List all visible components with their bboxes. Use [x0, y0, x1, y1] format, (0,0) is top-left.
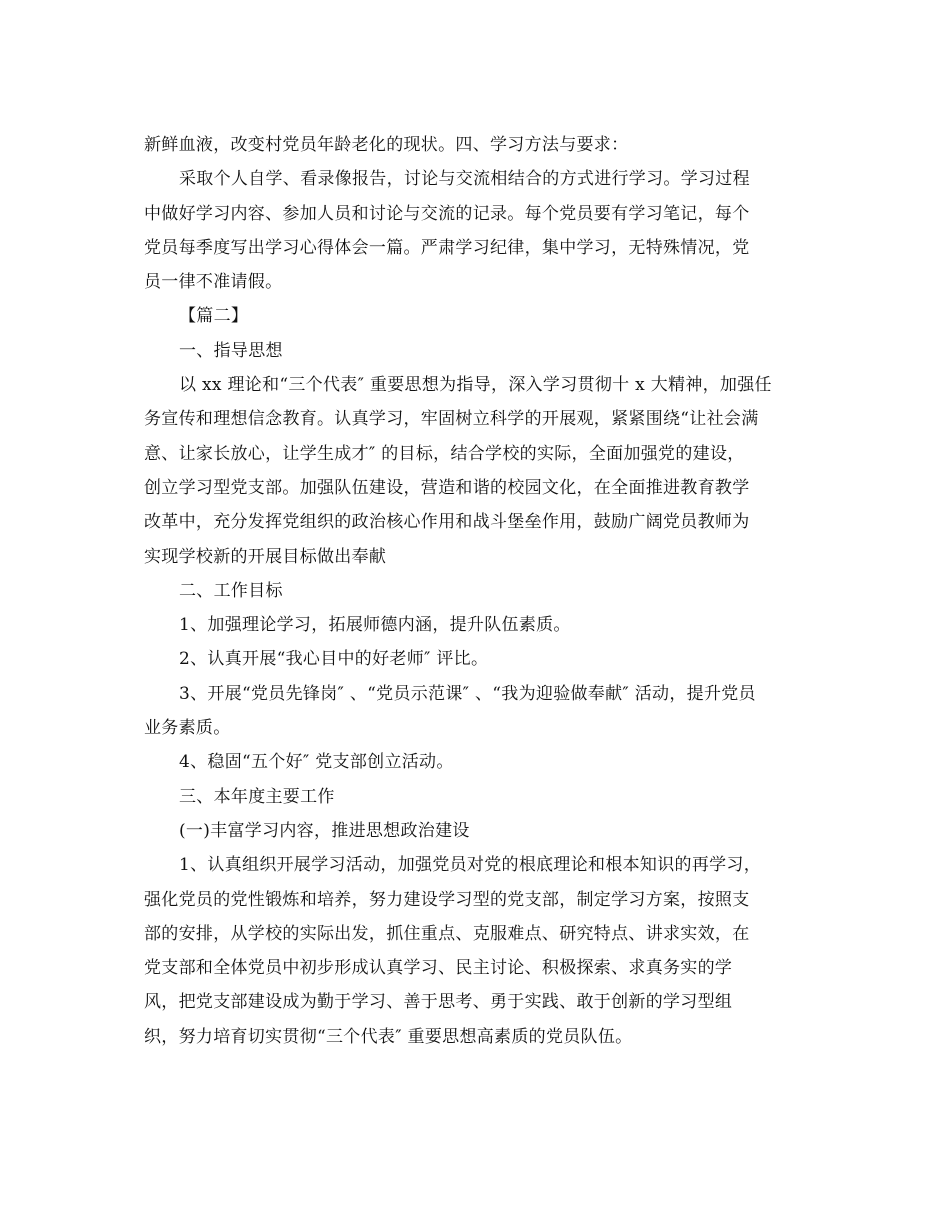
text-line: (一)丰富学习内容，推进思想政治建设 [179, 820, 470, 841]
text-line: 党员每季度写出学习心得体会一篇。严肃学习纪律，集中学习，无特殊情况，党 [144, 237, 750, 258]
text-line: 4、稳固“五个好″ 党支部创立活动。 [179, 752, 454, 773]
text-line: 三、本年度主要工作 [179, 786, 335, 807]
text-line: 3、开展“党员先锋岗″ 、“党员示范课″ 、“我为迎验做奉献″ 活动，提升党员 [179, 683, 756, 704]
text-line: 织，努力培育切实贯彻“三个代表″ 重要思想高素质的党员队伍。 [144, 1026, 633, 1047]
text-line: 实现学校新的开展目标做出奉献 [144, 546, 387, 567]
text-line: 1、加强理论学习，拓展师德内涵，提升队伍素质。 [179, 615, 571, 636]
text-line: 业务素质。 [144, 718, 231, 739]
text-line: 新鲜血液，改变村党员年龄老化的现状。四、学习方法与要求： [144, 135, 629, 155]
document-body [144, 128, 814, 1054]
text-line: 【篇二】 [179, 306, 249, 327]
text-line: 强化党员的党性锻炼和培养，努力建设学习型的党支部，制定学习方案，按照支 [144, 889, 750, 910]
text-line: 员一律不准请假。 [144, 272, 283, 293]
text-line: 党支部和全体党员中初步形成认真学习、民主讨论、积极探索、求真务实的学 [144, 958, 733, 979]
text-line: 改革中，充分发挥党组织的政治核心作用和战斗堡垒作用，鼓励广阔党员教师为 [144, 512, 750, 533]
text-line: 2、认真开展“我心目中的好老师″ 评比。 [179, 649, 489, 670]
text-line: 1、认真组织开展学习活动，加强党员对党的根底理论和根本知识的再学习， [179, 855, 762, 876]
text-line: 二、工作目标 [179, 580, 283, 601]
text-line: 风，把党支部建设成为勤于学习、善于思考、勇于实践、敢于创新的学习型组 [144, 992, 733, 1013]
text-line: 中做好学习内容、参加人员和讨论与交流的记录。每个党员要有学习笔记，每个 [144, 203, 750, 224]
text-line: 务宣传和理想信念教育。认真学习，牢固树立科学的开展观，紧紧围绕“让社会满 [144, 409, 759, 430]
text-line: 一、指导思想 [179, 340, 283, 361]
text-line: 部的安排，从学校的实际出发，抓住重点、克服难点、研究特点、讲求实效，在 [144, 923, 750, 944]
text-line: 采取个人自学、看录像报告，讨论与交流相结合的方式进行学习。学习过程 [179, 169, 750, 190]
text-line: 意、让家长放心，让学生成才″ 的目标，结合学校的实际，全面加强党的建设， [144, 443, 745, 464]
text-line: 以 xx 理论和“三个代表″ 重要思想为指导，深入学习贯彻十 x 大精神，加强任 [179, 375, 772, 396]
text-line: 创立学习型党支部。加强队伍建设，营造和谐的校园文化，在全面推进教育教学 [144, 477, 750, 498]
